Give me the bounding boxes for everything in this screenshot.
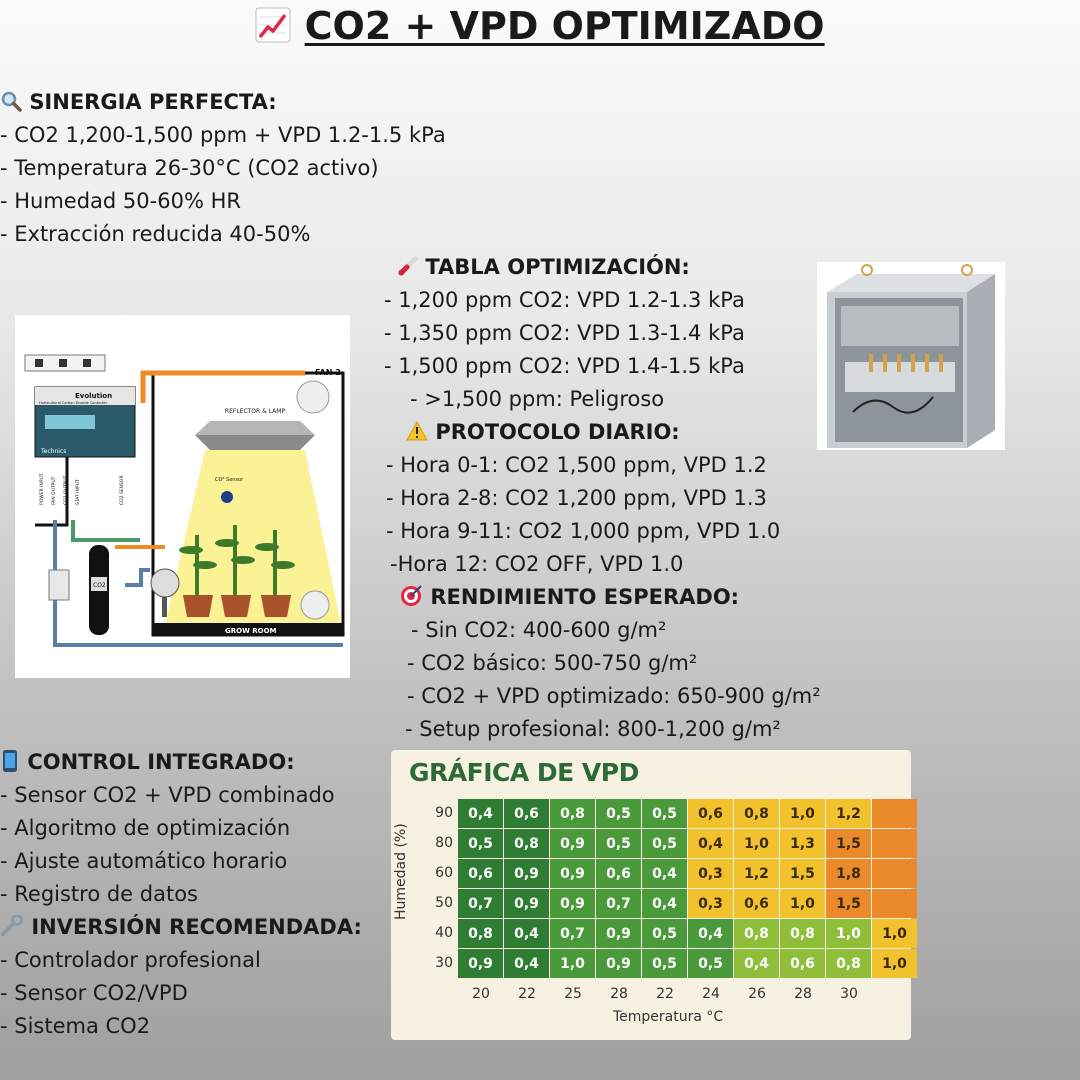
grow-room-label: GROW ROOM <box>225 627 277 635</box>
list-item: - Extracción reducida 40-50% <box>0 222 311 246</box>
title-text: CO2 + VPD OPTIMIZADO <box>304 4 825 48</box>
y-tick-label: 40 <box>435 925 453 941</box>
x-axis-label: Temperatura °C <box>613 1009 724 1025</box>
heatmap-cell <box>872 799 917 828</box>
x-tick-label: 25 <box>564 986 582 1002</box>
port-label: FAN OUTPUT <box>52 476 57 505</box>
x-tick-label: 22 <box>518 986 536 1002</box>
sensor-label: CO² Sensor <box>215 477 244 483</box>
list-item: -Hora 12: CO2 OFF, VPD 1.0 <box>390 552 684 576</box>
heatmap-cell: 1,5 <box>780 859 825 888</box>
heatmap-cell: 1,0 <box>872 949 917 978</box>
heatmap-cell: 0,9 <box>504 889 549 918</box>
x-tick-label: 28 <box>610 986 628 1002</box>
heatmap-row <box>458 799 918 829</box>
heatmap-cell: 0,9 <box>550 859 595 888</box>
controller-title: Evolution <box>75 392 113 400</box>
list-item: - Algoritmo de optimización <box>0 816 291 840</box>
heatmap-cell: 1,0 <box>550 949 595 978</box>
heatmap-cell: 0,8 <box>826 949 871 978</box>
heatmap-cell: 0,9 <box>458 949 503 978</box>
heatmap-cell: 0,3 <box>688 889 733 918</box>
heatmap-cell: 0,6 <box>458 859 503 888</box>
y-tick-label: 60 <box>435 865 453 881</box>
y-tick-label: 80 <box>435 835 453 851</box>
sinergia-section <box>0 86 446 251</box>
list-item: - Sensor CO2/VPD <box>0 981 188 1005</box>
heatmap-cell: 0,9 <box>596 949 641 978</box>
heatmap-row <box>458 859 918 889</box>
list-item: - 1,350 ppm CO2: VPD 1.3-1.4 kPa <box>384 321 745 345</box>
heatmap-cell: 0,5 <box>642 829 687 858</box>
inversion-heading: INVERSIÓN RECOMENDADA: <box>0 911 362 944</box>
port-label: CO2 SENSOR <box>120 475 125 505</box>
control-heading: CONTROL INTEGRADO: <box>0 746 335 779</box>
heatmap-cell: 0,8 <box>550 799 595 828</box>
list-item: - Sin CO2: 400-600 g/m² <box>411 618 667 642</box>
heatmap-cell: 1,5 <box>826 889 871 918</box>
heatmap-cell: 0,4 <box>642 859 687 888</box>
y-axis-label: Humedad (%) <box>393 823 409 920</box>
heatmap-cell <box>872 889 917 918</box>
heatmap-row <box>458 919 918 949</box>
list-item: - CO2 + VPD optimizado: 650-900 g/m² <box>407 684 821 708</box>
protocolo-heading: PROTOCOLO DIARIO: <box>386 416 780 449</box>
list-item: - Ajuste automático horario <box>0 849 288 873</box>
heatmap-cell: 0,5 <box>642 919 687 948</box>
port-label: POWER INPUT <box>40 473 45 505</box>
y-tick-label: 50 <box>435 895 453 911</box>
control-section <box>0 746 335 911</box>
vpd-chart <box>391 750 911 1040</box>
heatmap-grid <box>458 799 918 979</box>
sinergia-heading: SINERGIA PERFECTA: <box>0 86 446 119</box>
heatmap-cell: 0,3 <box>688 859 733 888</box>
heatmap-cell: 0,5 <box>642 799 687 828</box>
port-label: CO2 OUTPUT <box>64 475 69 505</box>
x-tick-label: 28 <box>794 986 812 1002</box>
y-tick-label: 90 <box>435 805 453 821</box>
heatmap-cell: 0,7 <box>596 889 641 918</box>
heatmap-cell: 1,0 <box>780 889 825 918</box>
reflector-label: REFLECTOR & LAMP <box>224 408 286 415</box>
port-label: STAT INPUT <box>76 479 81 505</box>
heatmap-cell: 0,6 <box>780 949 825 978</box>
heatmap-cell: 0,6 <box>688 799 733 828</box>
list-item: - Humedad 50-60% HR <box>0 189 241 213</box>
list-item: - Setup profesional: 800-1,200 g/m² <box>405 717 781 741</box>
heatmap-cell: 0,8 <box>734 799 779 828</box>
list-item: - CO2 básico: 500-750 g/m² <box>407 651 698 675</box>
heatmap-row <box>458 949 918 979</box>
heatmap-cell: 0,4 <box>504 949 549 978</box>
heatmap-cell: 1,0 <box>826 919 871 948</box>
heatmap-cell: 0,8 <box>504 829 549 858</box>
heatmap-cell: 1,8 <box>826 859 871 888</box>
heatmap-cell: 1,3 <box>780 829 825 858</box>
x-tick-label: 22 <box>656 986 674 1002</box>
heatmap-cell <box>872 859 917 888</box>
list-item: - Hora 2-8: CO2 1,200 ppm, VPD 1.3 <box>386 486 767 510</box>
tabla-heading: TABLA OPTIMIZACIÓN: <box>384 251 745 284</box>
heatmap-cell: 0,5 <box>688 949 733 978</box>
heatmap-row <box>458 889 918 919</box>
co2-setup-diagram <box>15 315 350 678</box>
heatmap-cell: 0,5 <box>642 949 687 978</box>
heatmap-cell: 0,5 <box>458 829 503 858</box>
x-tick-label: 24 <box>702 986 720 1002</box>
heatmap-cell: 0,6 <box>596 859 641 888</box>
heatmap-cell: 0,9 <box>596 919 641 948</box>
list-item: - CO2 1,200-1,500 ppm + VPD 1.2-1.5 kPa <box>0 123 446 147</box>
heatmap-cell: 0,8 <box>458 919 503 948</box>
target-icon <box>399 585 430 609</box>
heatmap-cell: 0,4 <box>458 799 503 828</box>
list-item: - Registro de datos <box>0 882 199 906</box>
controller-brand: Technics <box>41 448 67 455</box>
heatmap-cell: 0,6 <box>504 799 549 828</box>
tabla-section <box>384 251 745 416</box>
rendimiento-heading: RENDIMIENTO ESPERADO: <box>399 581 821 614</box>
magnifier-icon <box>0 90 29 114</box>
list-item: - Temperatura 26-30°C (CO2 activo) <box>0 156 379 180</box>
page-title <box>0 2 1080 50</box>
heatmap-cell: 0,7 <box>550 919 595 948</box>
rendimiento-section <box>399 581 821 746</box>
co2-generator-image <box>817 262 1005 450</box>
heatmap-cell: 0,4 <box>688 919 733 948</box>
heatmap-cell: 1,0 <box>872 919 917 948</box>
x-tick-label: 30 <box>840 986 858 1002</box>
list-item: - 1,200 ppm CO2: VPD 1.2-1.3 kPa <box>384 288 745 312</box>
chart-title: GRÁFICA DE VPD <box>409 758 639 787</box>
list-item: - Hora 9-11: CO2 1,000 ppm, VPD 1.0 <box>386 519 781 543</box>
x-tick-label: 20 <box>472 986 490 1002</box>
heatmap-cell: 0,6 <box>734 889 779 918</box>
heatmap-cell: 1,2 <box>734 859 779 888</box>
list-item: - Sistema CO2 <box>0 1014 151 1038</box>
heatmap-cell: 0,8 <box>780 919 825 948</box>
heatmap-row <box>458 829 918 859</box>
heatmap-cell: 0,9 <box>550 829 595 858</box>
heatmap-cell: 1,5 <box>826 829 871 858</box>
thermometer-icon <box>398 255 425 279</box>
heatmap-cell: 0,4 <box>504 919 549 948</box>
x-tick-label: 26 <box>748 986 766 1002</box>
heatmap-cell: 0,5 <box>596 799 641 828</box>
list-item: - Hora 0-1: CO2 1,500 ppm, VPD 1.2 <box>386 453 767 477</box>
cylinder-label: CO2 <box>93 582 106 589</box>
warning-icon <box>406 420 435 444</box>
heatmap-cell: 0,9 <box>550 889 595 918</box>
heatmap-cell: 0,8 <box>734 919 779 948</box>
heatmap-cell: 0,4 <box>688 829 733 858</box>
heatmap-cell: 1,2 <box>826 799 871 828</box>
inversion-section <box>0 911 362 1043</box>
heatmap-cell: 0,9 <box>504 859 549 888</box>
list-item: - Controlador profesional <box>0 948 261 972</box>
heatmap-cell <box>872 829 917 858</box>
controller-subtitle: Horticultural Carbon Dioxide Controller <box>39 401 108 405</box>
list-item: - Sensor CO2 + VPD combinado <box>0 783 335 807</box>
heatmap-cell: 1,0 <box>734 829 779 858</box>
heatmap-cell: 0,4 <box>642 889 687 918</box>
heatmap-cell: 1,0 <box>780 799 825 828</box>
list-item: - 1,500 ppm CO2: VPD 1.4-1.5 kPa <box>384 354 745 378</box>
heatmap-cell: 0,7 <box>458 889 503 918</box>
fan2-label: FAN 2 <box>315 368 341 377</box>
protocolo-section <box>386 416 780 581</box>
y-tick-label: 30 <box>435 955 453 971</box>
heatmap-cell: 0,5 <box>596 829 641 858</box>
mobile-phone-icon <box>0 750 27 774</box>
list-item: - >1,500 ppm: Peligroso <box>410 387 665 411</box>
wrench-icon <box>0 915 31 939</box>
heatmap-cell: 0,4 <box>734 949 779 978</box>
chart-increasing-icon <box>255 2 291 50</box>
